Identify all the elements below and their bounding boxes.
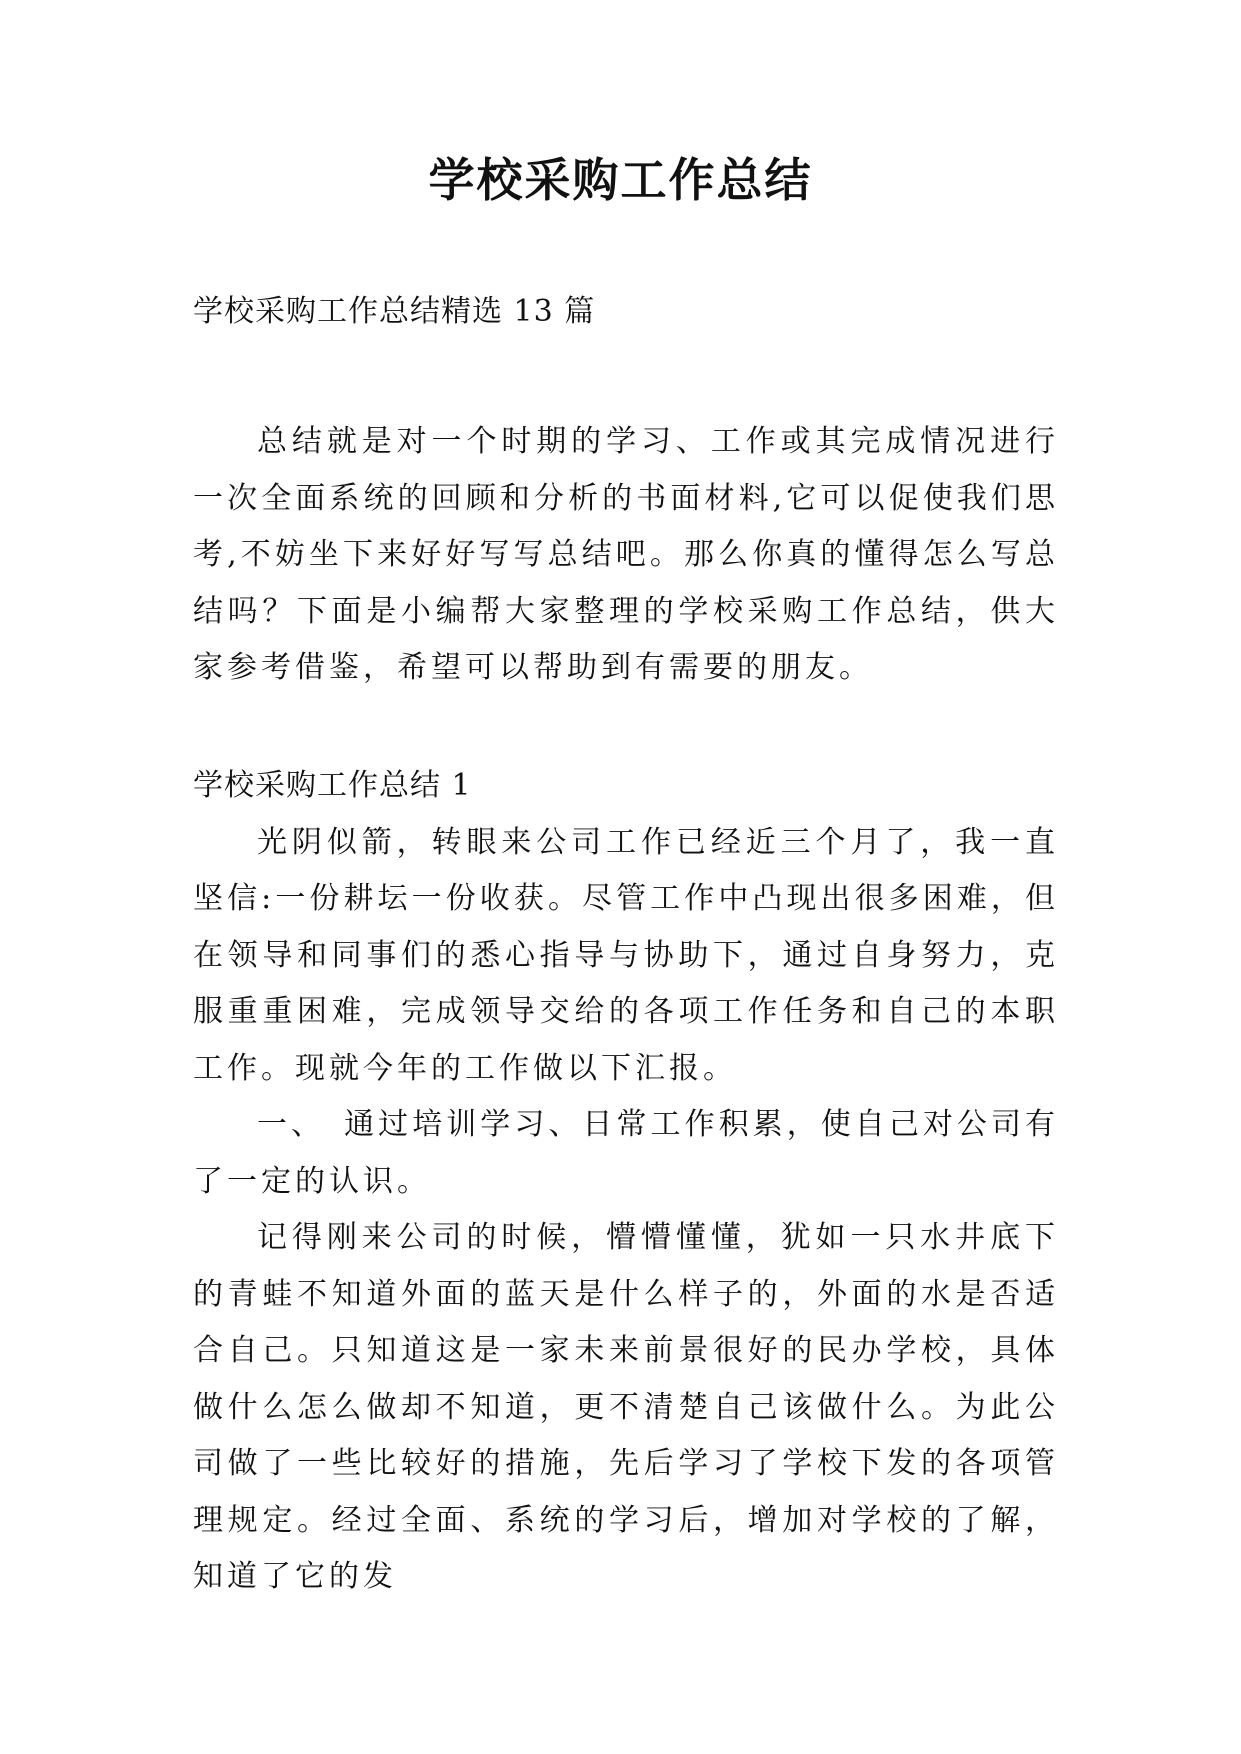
body-paragraph: 光阴似箭，转眼来公司工作已经近三个月了，我一直坚信:一份耕坛一份收获。尽管工作中凸现出很多困难，但在领导和同事们的悉心指导与协助下，通过自身努力，克服重重困难，完成领导交给的各项工作任务和自己的本职工作。现就今年的工作做以下汇报。 xyxy=(193,824,1059,1086)
document-subtitle: 学校采购工作总结精选 13 篇 xyxy=(193,294,596,329)
section-block xyxy=(193,758,1059,1606)
body-paragraph: 一、 通过培训学习、日常工作积累，使自己对公司有了一定的认识。 xyxy=(193,1107,1059,1199)
intro-block xyxy=(193,414,1059,697)
intro-paragraph: 总结就是对一个时期的学习、工作或其完成情况进行一次全面系统的回顾和分析的书面材料,它可以促使我们思考,不妨坐下来好好写写总结吧。那么你真的懂得怎么写总结吗？下面是小编帮大家整理的学校采购工作总结，供大家参考借鉴，希望可以帮助到有需要的朋友。 xyxy=(193,424,1059,685)
section-heading: 学校采购工作总结 1 xyxy=(193,768,472,803)
document-title: 学校采购工作总结 xyxy=(428,153,813,207)
body-paragraph: 记得刚来公司的时候，懵懵懂懂，犹如一只水井底下的青蛙不知道外面的蓝天是什么样子的，外面的水是否适合自己。只知道这是一家未来前景很好的民办学校，具体做什么怎么做却不知道，更不清楚自己该做什么。为此公司做了一些比较好的措施，先后学习了学校下发的各项管理规定。经过全面、系统的学习后，增加对学校的了解，知道了它的发 xyxy=(193,1220,1059,1594)
